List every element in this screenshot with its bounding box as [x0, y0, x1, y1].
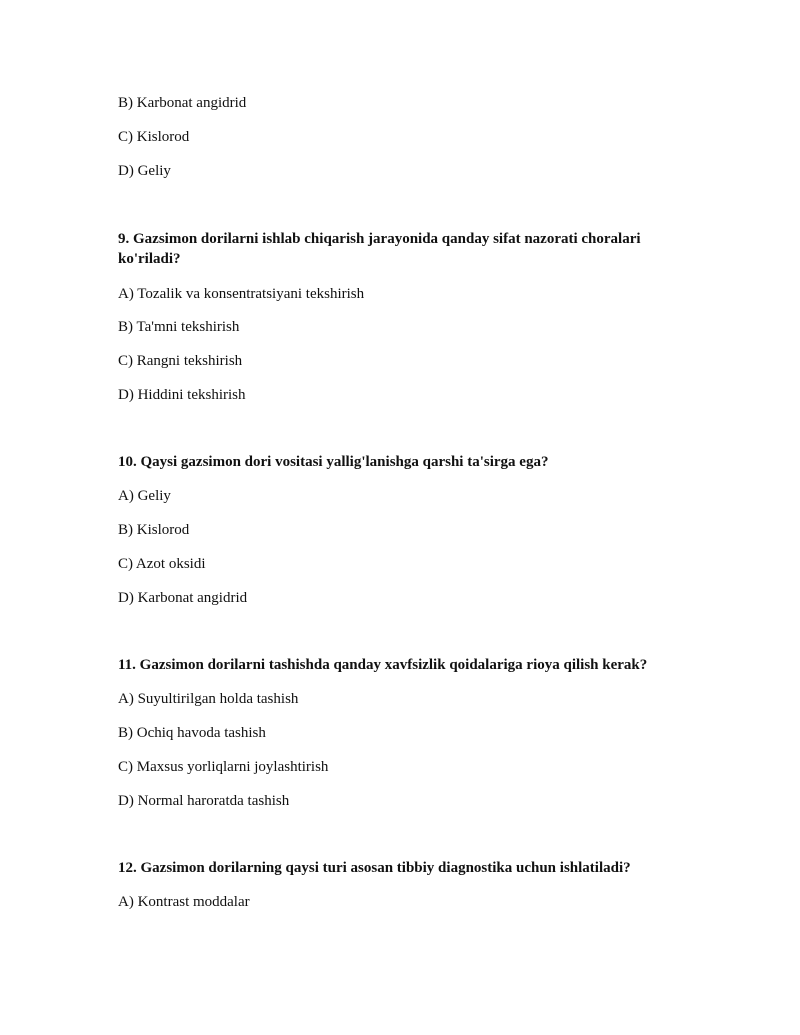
- option-b: B) Ochiq havoda tashish: [118, 725, 266, 741]
- question-10: 10. Qaysi gazsimon dori vositasi yallig'lanishga qarshi ta'sirga ega?: [118, 454, 549, 470]
- option-b: B) Ta'mni tekshirish: [118, 319, 240, 335]
- option-d: D) Geliy: [118, 163, 171, 179]
- option-c: C) Rangni tekshirish: [118, 353, 243, 369]
- option-b: B) Kislorod: [118, 522, 190, 538]
- option-a: A) Kontrast moddalar: [118, 894, 250, 910]
- option-d: D) Karbonat angidrid: [118, 590, 248, 606]
- option-a: A) Tozalik va konsentratsiyani tekshirish: [118, 286, 365, 302]
- option-b: B) Karbonat angidrid: [118, 95, 247, 111]
- option-c: C) Maxsus yorliqlarni joylashtirish: [118, 759, 329, 775]
- question-9: 9. Gazsimon dorilarni ishlab chiqarish jarayonida qanday sifat nazorati choralari ko'riladi?: [118, 231, 641, 267]
- option-c: C) Azot oksidi: [118, 556, 206, 572]
- option-a: A) Geliy: [118, 488, 171, 504]
- option-d: D) Hiddini tekshirish: [118, 387, 246, 403]
- option-c: C) Kislorod: [118, 129, 190, 145]
- question-11: 11. Gazsimon dorilarni tashishda qanday xavfsizlik qoidalariga rioya qilish kerak?: [118, 657, 648, 673]
- option-d: D) Normal haroratda tashish: [118, 793, 290, 809]
- question-12: 12. Gazsimon dorilarning qaysi turi asosan tibbiy diagnostika uchun ishlatiladi?: [118, 860, 631, 876]
- option-a: A) Suyultirilgan holda tashish: [118, 691, 299, 707]
